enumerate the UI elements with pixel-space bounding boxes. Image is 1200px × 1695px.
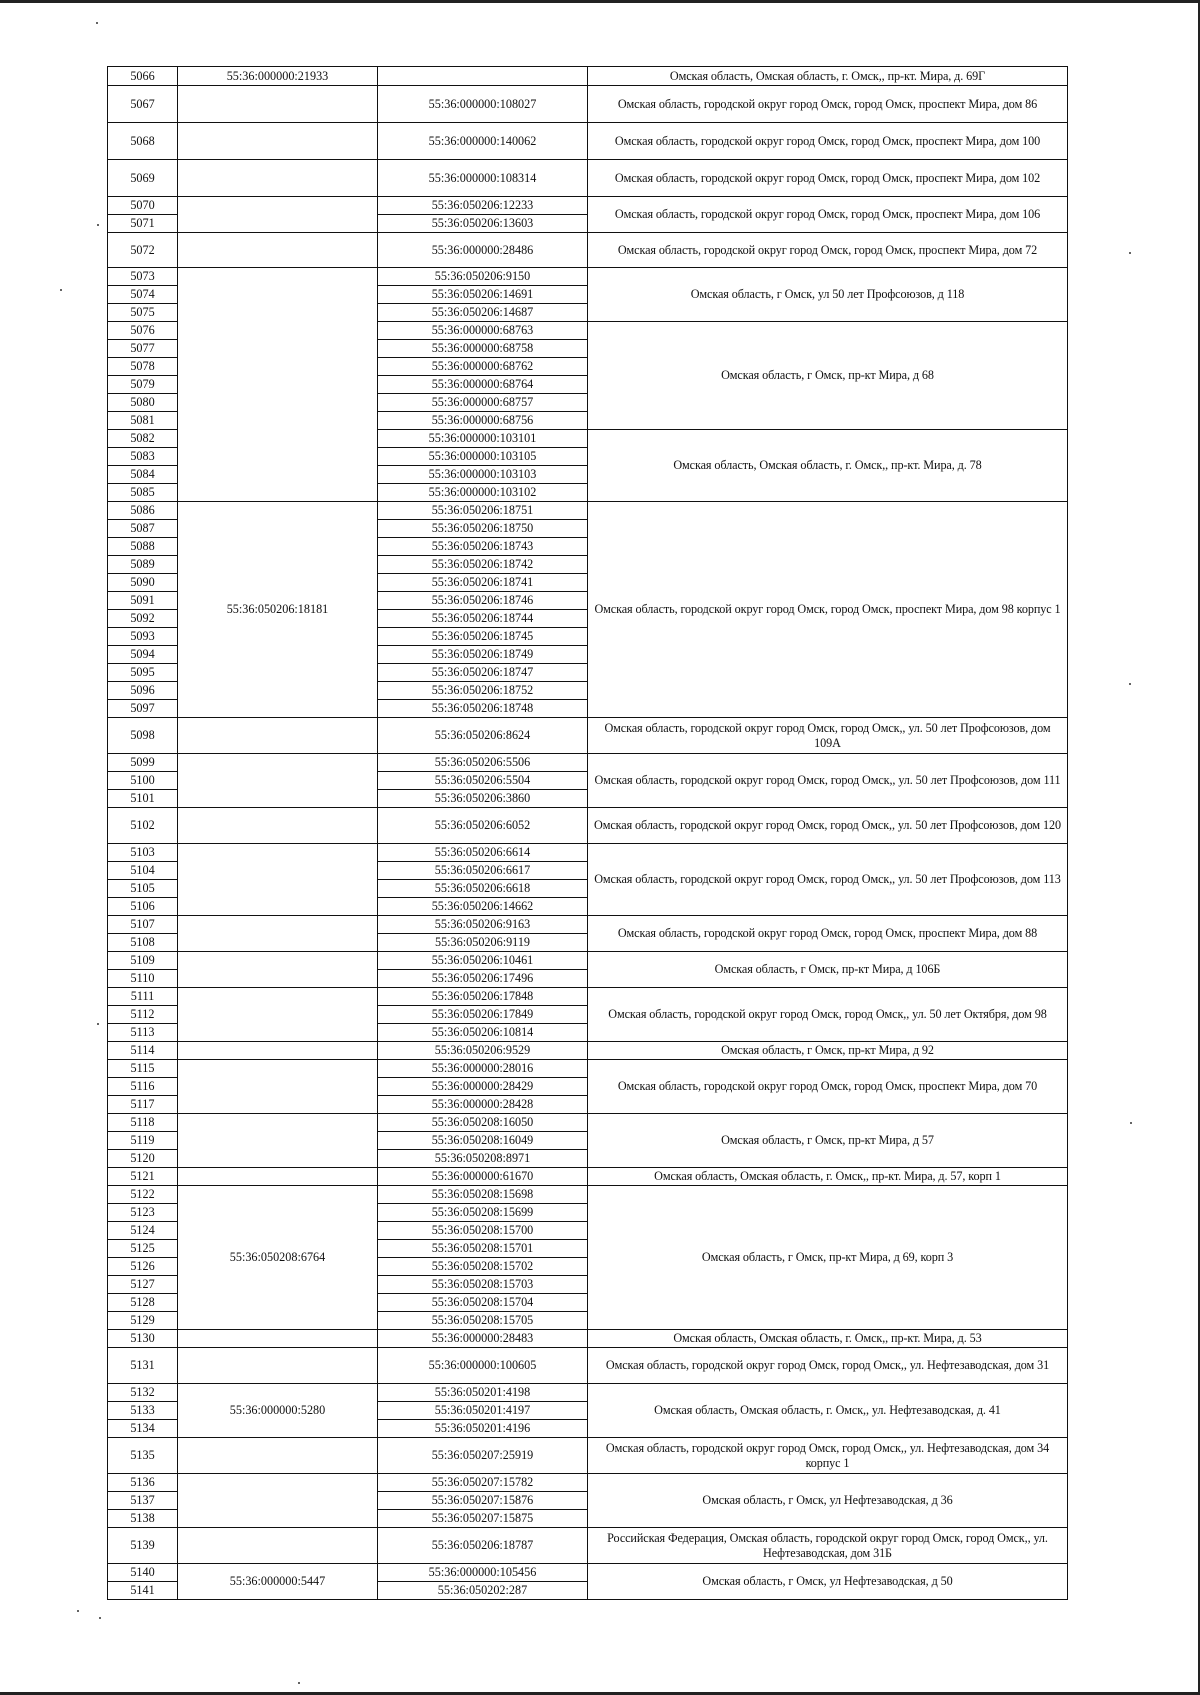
- row-number-cell: 5094: [108, 646, 178, 664]
- row-number-cell: 5136: [108, 1474, 178, 1492]
- row-number-cell: 5091: [108, 592, 178, 610]
- row-number-cell: 5140: [108, 1564, 178, 1582]
- cadastral-number-cell: 55:36:050208:16049: [378, 1132, 588, 1150]
- cadastral-number-cell: 55:36:000000:68758: [378, 340, 588, 358]
- table-row: [108, 86, 1068, 123]
- row-number-cell: 5138: [108, 1510, 178, 1528]
- cadastral-number-cell: 55:36:000000:140062: [378, 123, 588, 160]
- row-number-cell: 5103: [108, 844, 178, 862]
- parent-cadastral-cell: [178, 1060, 378, 1114]
- cadastral-number-cell: 55:36:050206:14687: [378, 304, 588, 322]
- row-number-cell: 5123: [108, 1204, 178, 1222]
- table-row: [108, 160, 1068, 197]
- row-number-cell: 5137: [108, 1492, 178, 1510]
- row-number-cell: 5089: [108, 556, 178, 574]
- parent-cadastral-cell: [178, 1438, 378, 1474]
- row-number-cell: 5101: [108, 790, 178, 808]
- cadastral-number-cell: [378, 67, 588, 86]
- row-number-cell: 5093: [108, 628, 178, 646]
- cadastral-number-cell: 55:36:000000:103101: [378, 430, 588, 448]
- row-number-cell: 5069: [108, 160, 178, 197]
- address-cell: Омская область, городской округ город Омск, город Омск, проспект Мира, дом 70: [588, 1060, 1068, 1114]
- parent-cadastral-cell: [178, 268, 378, 502]
- table-row: [108, 916, 1068, 934]
- address-cell: Омская область, городской округ город Омск, город Омск,, ул. 50 лет Профсоюзов, дом 120: [588, 808, 1068, 844]
- address-cell: Омская область, городской округ город Омск, город Омск, проспект Мира, дом 86: [588, 86, 1068, 123]
- cadastral-number-cell: 55:36:000000:28428: [378, 1096, 588, 1114]
- cadastral-number-cell: 55:36:000000:68756: [378, 412, 588, 430]
- address-cell: Омская область, городской округ город Омск, город Омск, проспект Мира, дом 100: [588, 123, 1068, 160]
- cadastral-number-cell: 55:36:000000:68757: [378, 394, 588, 412]
- row-number-cell: 5099: [108, 754, 178, 772]
- table-row: [108, 1042, 1068, 1060]
- cadastral-number-cell: 55:36:050207:25919: [378, 1438, 588, 1474]
- cadastral-number-cell: 55:36:050206:9529: [378, 1042, 588, 1060]
- row-number-cell: 5095: [108, 664, 178, 682]
- row-number-cell: 5082: [108, 430, 178, 448]
- cadastral-number-cell: 55:36:050206:18743: [378, 538, 588, 556]
- parent-cadastral-cell: 55:36:000000:21933: [178, 67, 378, 86]
- table-row: [108, 233, 1068, 268]
- address-cell: Омская область, г Омск, пр-кт Мира, д 57: [588, 1114, 1068, 1168]
- address-cell: Омская область, городской округ город Омск, город Омск, проспект Мира, дом 72: [588, 233, 1068, 268]
- table-row: [108, 1564, 1068, 1582]
- row-number-cell: 5129: [108, 1312, 178, 1330]
- cadastral-number-cell: 55:36:050208:15699: [378, 1204, 588, 1222]
- row-number-cell: 5132: [108, 1384, 178, 1402]
- cadastral-number-cell: 55:36:050206:12233: [378, 197, 588, 215]
- cadastral-number-cell: 55:36:050206:5504: [378, 772, 588, 790]
- cadastral-number-cell: 55:36:050208:15702: [378, 1258, 588, 1276]
- scan-speck: [1129, 252, 1131, 254]
- parent-cadastral-cell: [178, 160, 378, 197]
- table-row: [108, 988, 1068, 1006]
- row-number-cell: 5134: [108, 1420, 178, 1438]
- address-cell: Омская область, городской округ город Омск, город Омск,, ул. 50 лет Профсоюзов, дом 111: [588, 754, 1068, 808]
- parent-cadastral-cell: [178, 86, 378, 123]
- row-number-cell: 5109: [108, 952, 178, 970]
- row-number-cell: 5084: [108, 466, 178, 484]
- row-number-cell: 5072: [108, 233, 178, 268]
- parent-cadastral-cell: [178, 952, 378, 988]
- cadastral-number-cell: 55:36:050208:15701: [378, 1240, 588, 1258]
- table-row: [108, 1384, 1068, 1402]
- row-number-cell: 5081: [108, 412, 178, 430]
- row-number-cell: 5111: [108, 988, 178, 1006]
- parent-cadastral-cell: [178, 844, 378, 916]
- row-number-cell: 5080: [108, 394, 178, 412]
- cadastral-number-cell: 55:36:000000:28429: [378, 1078, 588, 1096]
- parent-cadastral-cell: 55:36:050206:18181: [178, 502, 378, 718]
- row-number-cell: 5104: [108, 862, 178, 880]
- table-row: [108, 67, 1068, 86]
- cadastral-number-cell: 55:36:000000:68763: [378, 322, 588, 340]
- row-number-cell: 5087: [108, 520, 178, 538]
- parent-cadastral-cell: [178, 1114, 378, 1168]
- row-number-cell: 5112: [108, 1006, 178, 1024]
- cadastral-number-cell: 55:36:050206:6617: [378, 862, 588, 880]
- table-row: [108, 197, 1068, 215]
- row-number-cell: 5128: [108, 1294, 178, 1312]
- parent-cadastral-cell: [178, 233, 378, 268]
- cadastral-number-cell: 55:36:050201:4198: [378, 1384, 588, 1402]
- row-number-cell: 5119: [108, 1132, 178, 1150]
- row-number-cell: 5116: [108, 1078, 178, 1096]
- row-number-cell: 5107: [108, 916, 178, 934]
- cadastral-number-cell: 55:36:050206:3860: [378, 790, 588, 808]
- cadastral-registry-table: [107, 66, 1068, 1600]
- scan-speck: [96, 22, 98, 24]
- row-number-cell: 5125: [108, 1240, 178, 1258]
- parent-cadastral-cell: [178, 1042, 378, 1060]
- parent-cadastral-cell: [178, 808, 378, 844]
- cadastral-number-cell: 55:36:000000:103103: [378, 466, 588, 484]
- cadastral-number-cell: 55:36:050206:17849: [378, 1006, 588, 1024]
- row-number-cell: 5110: [108, 970, 178, 988]
- row-number-cell: 5141: [108, 1582, 178, 1600]
- address-cell: Омская область, г Омск, ул Нефтезаводская, д 50: [588, 1564, 1068, 1600]
- scan-speck: [298, 1682, 300, 1684]
- scan-edge-top: [0, 0, 1200, 3]
- row-number-cell: 5096: [108, 682, 178, 700]
- cadastral-number-cell: 55:36:000000:108027: [378, 86, 588, 123]
- row-number-cell: 5102: [108, 808, 178, 844]
- row-number-cell: 5113: [108, 1024, 178, 1042]
- parent-cadastral-cell: 55:36:000000:5280: [178, 1384, 378, 1438]
- row-number-cell: 5077: [108, 340, 178, 358]
- row-number-cell: 5127: [108, 1276, 178, 1294]
- cadastral-number-cell: 55:36:050208:15698: [378, 1186, 588, 1204]
- address-cell: Омская область, г Омск, пр-кт Мира, д 92: [588, 1042, 1068, 1060]
- cadastral-number-cell: 55:36:000000:100605: [378, 1348, 588, 1384]
- cadastral-number-cell: 55:36:050206:18787: [378, 1528, 588, 1564]
- scan-speck: [60, 289, 62, 291]
- row-number-cell: 5130: [108, 1330, 178, 1348]
- cadastral-number-cell: 55:36:050206:18741: [378, 574, 588, 592]
- address-cell: Омская область, городской округ город Омск, город Омск, проспект Мира, дом 106: [588, 197, 1068, 233]
- cadastral-number-cell: 55:36:050206:8624: [378, 718, 588, 754]
- row-number-cell: 5097: [108, 700, 178, 718]
- cadastral-number-cell: 55:36:000000:68764: [378, 376, 588, 394]
- scan-speck: [99, 1617, 101, 1619]
- cadastral-number-cell: 55:36:050208:16050: [378, 1114, 588, 1132]
- scan-speck: [97, 224, 99, 226]
- address-cell: Омская область, Омская область, г. Омск,, пр-кт. Мира, д. 53: [588, 1330, 1068, 1348]
- address-cell: Омская область, городской округ город Омск, город Омск,, ул. Нефтезаводская, дом 34 корпус 1: [588, 1438, 1068, 1474]
- row-number-cell: 5074: [108, 286, 178, 304]
- scan-speck: [1130, 1122, 1132, 1124]
- scan-speck: [77, 1610, 79, 1612]
- cadastral-number-cell: 55:36:050206:18748: [378, 700, 588, 718]
- row-number-cell: 5100: [108, 772, 178, 790]
- cadastral-number-cell: 55:36:050208:15704: [378, 1294, 588, 1312]
- table-row: [108, 1330, 1068, 1348]
- cadastral-number-cell: 55:36:050206:9150: [378, 268, 588, 286]
- table-row: [108, 808, 1068, 844]
- table-row: [108, 1474, 1068, 1492]
- cadastral-number-cell: 55:36:000000:108314: [378, 160, 588, 197]
- row-number-cell: 5078: [108, 358, 178, 376]
- address-cell: Омская область, городской округ город Омск, город Омск,, ул. 50 лет Профсоюзов, дом 109А: [588, 718, 1068, 754]
- table-row: [108, 268, 1068, 286]
- row-number-cell: 5066: [108, 67, 178, 86]
- parent-cadastral-cell: [178, 718, 378, 754]
- cadastral-number-cell: 55:36:000000:68762: [378, 358, 588, 376]
- row-number-cell: 5073: [108, 268, 178, 286]
- cadastral-number-cell: 55:36:050206:6052: [378, 808, 588, 844]
- cadastral-number-cell: 55:36:000000:28483: [378, 1330, 588, 1348]
- row-number-cell: 5079: [108, 376, 178, 394]
- row-number-cell: 5092: [108, 610, 178, 628]
- cadastral-number-cell: 55:36:000000:103105: [378, 448, 588, 466]
- cadastral-number-cell: 55:36:000000:105456: [378, 1564, 588, 1582]
- cadastral-number-cell: 55:36:050201:4197: [378, 1402, 588, 1420]
- row-number-cell: 5108: [108, 934, 178, 952]
- row-number-cell: 5068: [108, 123, 178, 160]
- scan-speck: [97, 1023, 99, 1025]
- cadastral-number-cell: 55:36:050206:5506: [378, 754, 588, 772]
- row-number-cell: 5114: [108, 1042, 178, 1060]
- address-cell: Омская область, Омская область, г. Омск,, пр-кт. Мира, д. 69Г: [588, 67, 1068, 86]
- address-cell: Омская область, г Омск, ул Нефтезаводская, д 36: [588, 1474, 1068, 1528]
- row-number-cell: 5071: [108, 215, 178, 233]
- row-number-cell: 5126: [108, 1258, 178, 1276]
- table-row: [108, 1168, 1068, 1186]
- address-cell: Российская Федерация, Омская область, городской округ город Омск, город Омск,, ул. Нефтезаводская, дом 31Б: [588, 1528, 1068, 1564]
- parent-cadastral-cell: [178, 1348, 378, 1384]
- row-number-cell: 5135: [108, 1438, 178, 1474]
- row-number-cell: 5122: [108, 1186, 178, 1204]
- cadastral-number-cell: 55:36:050206:18752: [378, 682, 588, 700]
- row-number-cell: 5117: [108, 1096, 178, 1114]
- cadastral-number-cell: 55:36:050206:10461: [378, 952, 588, 970]
- address-cell: Омская область, Омская область, г. Омск,, пр-кт. Мира, д. 78: [588, 430, 1068, 502]
- cadastral-number-cell: 55:36:000000:61670: [378, 1168, 588, 1186]
- registry-table-body: [108, 67, 1068, 1600]
- cadastral-number-cell: 55:36:050206:18744: [378, 610, 588, 628]
- row-number-cell: 5086: [108, 502, 178, 520]
- row-number-cell: 5075: [108, 304, 178, 322]
- table-row: [108, 1438, 1068, 1474]
- cadastral-number-cell: 55:36:050206:18750: [378, 520, 588, 538]
- table-row: [108, 1186, 1068, 1204]
- address-cell: Омская область, г Омск, пр-кт Мира, д 69, корп 3: [588, 1186, 1068, 1330]
- row-number-cell: 5131: [108, 1348, 178, 1384]
- table-row: [108, 844, 1068, 862]
- cadastral-number-cell: 55:36:050206:18749: [378, 646, 588, 664]
- parent-cadastral-cell: [178, 1528, 378, 1564]
- table-row: [108, 123, 1068, 160]
- parent-cadastral-cell: 55:36:000000:5447: [178, 1564, 378, 1600]
- table-row: [108, 502, 1068, 520]
- row-number-cell: 5139: [108, 1528, 178, 1564]
- parent-cadastral-cell: [178, 754, 378, 808]
- address-cell: Омская область, городской округ город Омск, город Омск, проспект Мира, дом 98 корпус 1: [588, 502, 1068, 718]
- cadastral-number-cell: 55:36:050206:13603: [378, 215, 588, 233]
- parent-cadastral-cell: [178, 1474, 378, 1528]
- address-cell: Омская область, городской округ город Омск, город Омск,, ул. 50 лет Профсоюзов, дом 113: [588, 844, 1068, 916]
- cadastral-number-cell: 55:36:050206:17496: [378, 970, 588, 988]
- cadastral-number-cell: 55:36:000000:103102: [378, 484, 588, 502]
- row-number-cell: 5124: [108, 1222, 178, 1240]
- cadastral-number-cell: 55:36:050206:18746: [378, 592, 588, 610]
- cadastral-number-cell: 55:36:050208:15700: [378, 1222, 588, 1240]
- row-number-cell: 5098: [108, 718, 178, 754]
- cadastral-number-cell: 55:36:050206:18747: [378, 664, 588, 682]
- address-cell: Омская область, г Омск, пр-кт Мира, д 68: [588, 322, 1068, 430]
- cadastral-number-cell: 55:36:050207:15875: [378, 1510, 588, 1528]
- address-cell: Омская область, Омская область, г. Омск,, ул. Нефтезаводская, д. 41: [588, 1384, 1068, 1438]
- row-number-cell: 5105: [108, 880, 178, 898]
- cadastral-number-cell: 55:36:050201:4196: [378, 1420, 588, 1438]
- parent-cadastral-cell: [178, 1168, 378, 1186]
- table-row: [108, 1060, 1068, 1078]
- cadastral-number-cell: 55:36:050206:18751: [378, 502, 588, 520]
- cadastral-number-cell: 55:36:050206:10814: [378, 1024, 588, 1042]
- table-row: [108, 1348, 1068, 1384]
- cadastral-number-cell: 55:36:050206:9119: [378, 934, 588, 952]
- cadastral-number-cell: 55:36:050208:8971: [378, 1150, 588, 1168]
- row-number-cell: 5090: [108, 574, 178, 592]
- cadastral-number-cell: 55:36:000000:28016: [378, 1060, 588, 1078]
- table-row: [108, 1114, 1068, 1132]
- cadastral-number-cell: 55:36:050207:15782: [378, 1474, 588, 1492]
- row-number-cell: 5133: [108, 1402, 178, 1420]
- cadastral-number-cell: 55:36:050206:14662: [378, 898, 588, 916]
- row-number-cell: 5083: [108, 448, 178, 466]
- cadastral-number-cell: 55:36:050206:6618: [378, 880, 588, 898]
- cadastral-number-cell: 55:36:050207:15876: [378, 1492, 588, 1510]
- cadastral-number-cell: 55:36:050206:17848: [378, 988, 588, 1006]
- parent-cadastral-cell: [178, 1330, 378, 1348]
- row-number-cell: 5088: [108, 538, 178, 556]
- row-number-cell: 5070: [108, 197, 178, 215]
- cadastral-number-cell: 55:36:050202:287: [378, 1582, 588, 1600]
- address-cell: Омская область, городской округ город Омск, город Омск,, ул. Нефтезаводская, дом 31: [588, 1348, 1068, 1384]
- row-number-cell: 5106: [108, 898, 178, 916]
- row-number-cell: 5118: [108, 1114, 178, 1132]
- table-row: [108, 952, 1068, 970]
- parent-cadastral-cell: 55:36:050208:6764: [178, 1186, 378, 1330]
- row-number-cell: 5076: [108, 322, 178, 340]
- cadastral-number-cell: 55:36:050208:15705: [378, 1312, 588, 1330]
- row-number-cell: 5115: [108, 1060, 178, 1078]
- cadastral-number-cell: 55:36:050206:6614: [378, 844, 588, 862]
- address-cell: Омская область, городской округ город Омск, город Омск, проспект Мира, дом 102: [588, 160, 1068, 197]
- table-row: [108, 754, 1068, 772]
- row-number-cell: 5085: [108, 484, 178, 502]
- row-number-cell: 5067: [108, 86, 178, 123]
- address-cell: Омская область, Омская область, г. Омск,, пр-кт. Мира, д. 57, корп 1: [588, 1168, 1068, 1186]
- scan-speck: [1129, 683, 1131, 685]
- parent-cadastral-cell: [178, 916, 378, 952]
- cadastral-number-cell: 55:36:050208:15703: [378, 1276, 588, 1294]
- parent-cadastral-cell: [178, 123, 378, 160]
- address-cell: Омская область, городской округ город Омск, город Омск, проспект Мира, дом 88: [588, 916, 1068, 952]
- address-cell: Омская область, г Омск, пр-кт Мира, д 106Б: [588, 952, 1068, 988]
- row-number-cell: 5120: [108, 1150, 178, 1168]
- address-cell: Омская область, г Омск, ул 50 лет Профсоюзов, д 118: [588, 268, 1068, 322]
- table-row: [108, 1528, 1068, 1564]
- cadastral-number-cell: 55:36:000000:28486: [378, 233, 588, 268]
- parent-cadastral-cell: [178, 197, 378, 233]
- cadastral-number-cell: 55:36:050206:18742: [378, 556, 588, 574]
- table-row: [108, 718, 1068, 754]
- parent-cadastral-cell: [178, 988, 378, 1042]
- cadastral-number-cell: 55:36:050206:14691: [378, 286, 588, 304]
- cadastral-number-cell: 55:36:050206:9163: [378, 916, 588, 934]
- address-cell: Омская область, городской округ город Омск, город Омск,, ул. 50 лет Октября, дом 98: [588, 988, 1068, 1042]
- cadastral-number-cell: 55:36:050206:18745: [378, 628, 588, 646]
- row-number-cell: 5121: [108, 1168, 178, 1186]
